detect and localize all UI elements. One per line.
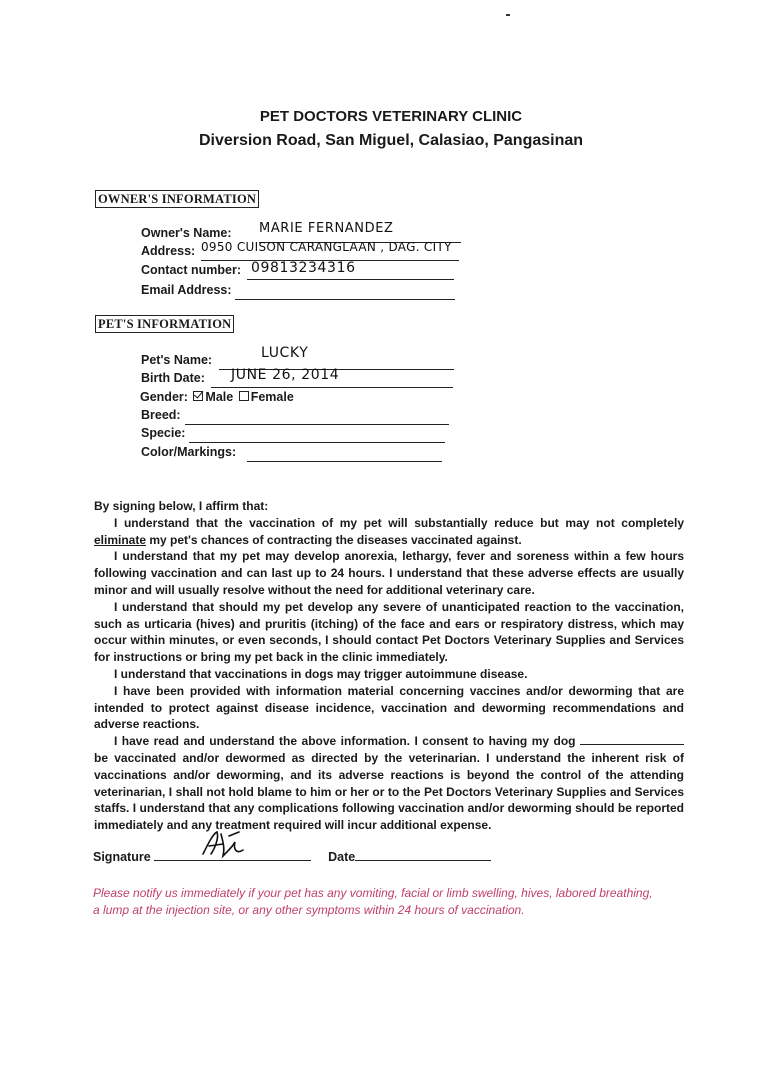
clinic-name: PET DOCTORS VETERINARY CLINIC [259, 108, 523, 125]
consent-paragraph-5: I have been provided with information material concerning vaccines and/or deworming that are intended to protect against disease incidence, vaccination and deworming recommendations and adverse reactions. [94, 683, 684, 732]
pet-section-heading: PET'S INFORMATION [95, 315, 234, 333]
consent-p1-text-a: I understand that the vaccination of my pet will substantially reduce but may not completely [114, 515, 684, 530]
pet-specie-line [189, 442, 445, 443]
owner-name-label: Owner's Name: [141, 226, 232, 240]
clinic-address: Diversion Road, San Miguel, Calasiao, Pangasinan [198, 132, 584, 149]
pet-birthdate-line [211, 387, 453, 388]
consent-p1-text-b: my pet's chances of contracting the diseases vaccinated against. [146, 532, 522, 547]
gender-male-checkbox[interactable] [193, 391, 203, 401]
dog-name-blank[interactable] [580, 734, 684, 745]
notice-text: Please notify us immediately if your pet has any vomiting, facial or limb swelling, hives, labored breathing, a lump at the injection site, or any other symptoms within 24 hours of vaccination. [93, 886, 653, 917]
owner-contact-label: Contact number: [141, 263, 241, 277]
owner-address-label: Address: [141, 244, 196, 258]
consent-text [94, 498, 684, 834]
consent-paragraph-3: I understand that should my pet develop any severe of unanticipated reaction to the vaccination, such as urticaria (hives) and pruritis (itching) of the face and ears or respiratory distress, which may occur within minutes, or even seconds, I should contact Pet Doctors Veterinary Supplies and Services for instructions or bring my pet back in the clinic immediately. [94, 599, 684, 665]
pet-color-label: Color/Markings: [141, 445, 237, 459]
owner-contact-field[interactable] [141, 260, 456, 281]
pet-name-label: Pet's Name: [141, 353, 213, 367]
owner-name-value: MARIE FERNANDEZ [259, 221, 394, 236]
gender-male-label: Male [205, 390, 234, 404]
pet-birthdate-value: JUNE 26, 2014 [231, 367, 340, 383]
date-line[interactable] [355, 850, 491, 861]
consent-paragraph-1 [94, 515, 684, 549]
pet-birthdate-field[interactable] [141, 367, 456, 389]
consent-p1-underlined: eliminate [94, 532, 147, 547]
stray-ink-mark [506, 14, 510, 16]
pet-name-value: LUCKY [261, 345, 309, 361]
gender-female-label: Female [250, 390, 294, 404]
pet-color-line [247, 461, 442, 462]
consent-paragraph-6 [94, 733, 684, 834]
consent-paragraph-2: I understand that my pet may develop anorexia, lethargy, fever and soreness within a few hours following vaccination and can last up to 24 hours. I understand that these adverse effects are usually minor and will usually resolve without the need for additional veterinary care. [94, 549, 684, 597]
date-label: Date [328, 850, 356, 864]
owner-email-line [235, 299, 455, 300]
pet-color-field[interactable] [141, 445, 443, 463]
pet-breed-label: Breed: [141, 408, 181, 422]
pet-gender-label: Gender: [140, 390, 188, 404]
gender-female-checkbox[interactable] [239, 391, 249, 401]
consent-p6-text-b: be vaccinated and/or dewormed as directed by the veterinarian. I understand the inherent risk of vaccinations and/or deworming, and its adverse reactions is beyond the control of the attending veterinarian, I shall not hold blame to him or her or to the Pet Doctors Veterinary Supplies and Services staffs. I understand that any complications following vaccination and/or deworming should be reported immediately and any treatment required will incur additional expense. [94, 750, 684, 833]
owner-email-field[interactable] [141, 283, 456, 301]
signature-line[interactable] [154, 850, 311, 861]
pet-breed-field[interactable] [141, 408, 451, 426]
pet-breed-line [185, 424, 449, 425]
owner-section-heading: OWNER'S INFORMATION [95, 190, 259, 208]
owner-email-label: Email Address: [141, 283, 232, 297]
signature-row [93, 850, 491, 864]
consent-intro: By signing below, I affirm that: [94, 499, 269, 513]
pet-specie-field[interactable] [141, 426, 446, 444]
handwritten-signature [199, 828, 249, 860]
signature-label: Signature [93, 850, 151, 864]
pet-gender-field [140, 390, 294, 404]
consent-p6-text-a: I have read and understand the above information. I consent to having my dog [114, 734, 580, 749]
pet-birthdate-label: Birth Date: [141, 371, 205, 385]
consent-paragraph-4: I understand that vaccinations in dogs may trigger autoimmune disease. [114, 666, 528, 681]
owner-contact-value: 09813234316 [251, 260, 356, 276]
owner-contact-line [247, 279, 454, 280]
owner-address-value: 0950 CUISON CARANGLAAN , DAG. CITY [201, 240, 452, 254]
pet-specie-label: Specie: [141, 426, 186, 440]
